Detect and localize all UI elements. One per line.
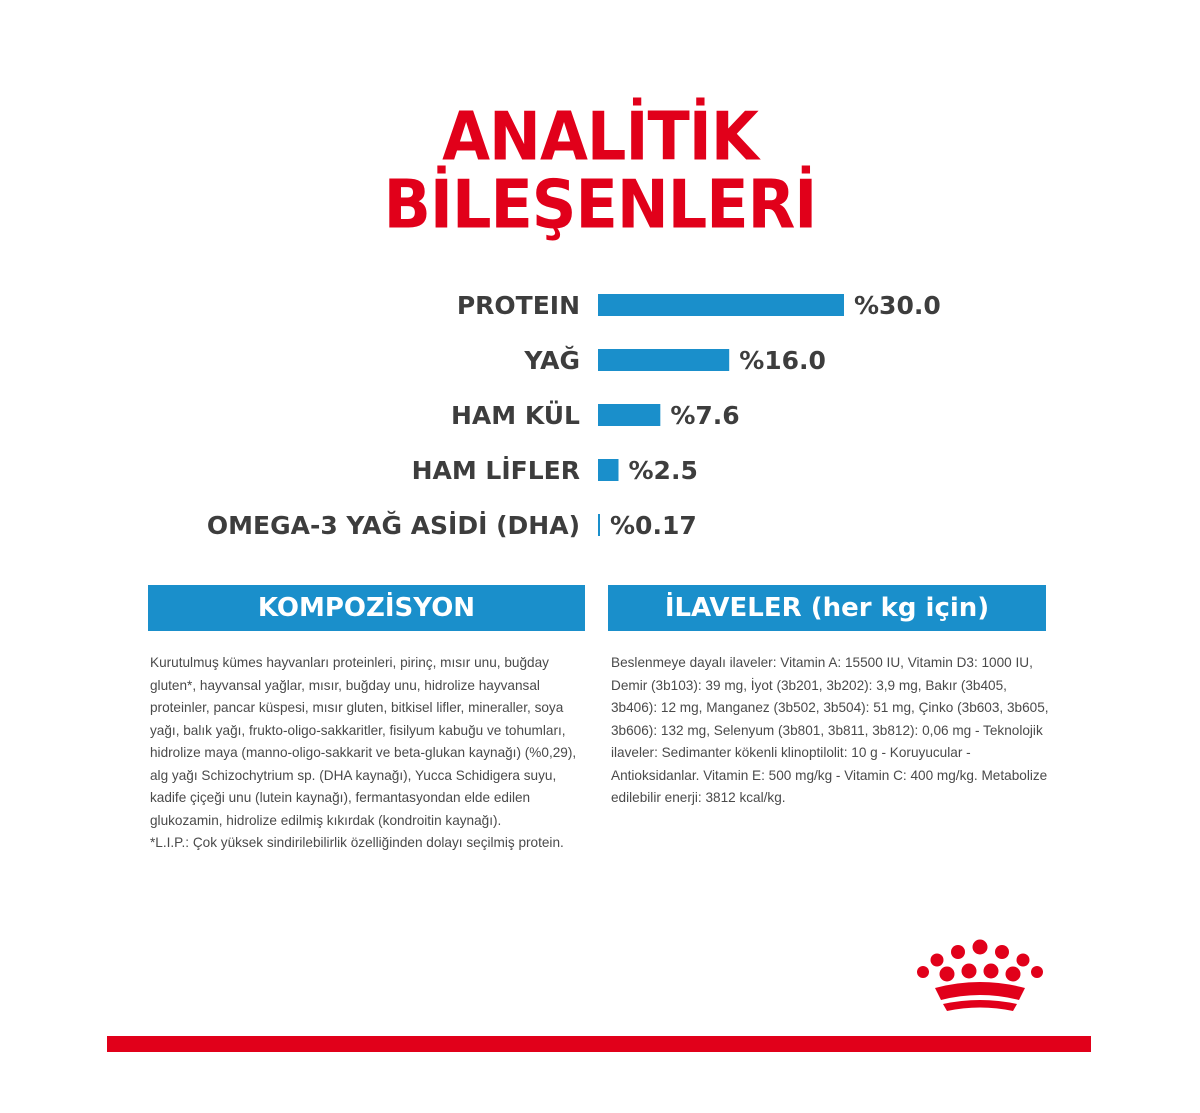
bar: [598, 294, 844, 316]
title-line-1: ANALİTİK: [442, 97, 758, 176]
composition-paragraph-1: Kurutulmuş kümes hayvanları proteinleri, pirinç, mısır unu, buğday gluten*, hayvansal yağlar, mısır, buğday unu, hidrolize hayvansal proteinler, pancar küspesi, mısır gluten, bitkisel lifler, mineraller, soya yağı, balık yağı, frukto-oligo-sakkaritler, fisilyum kabuğu ve tohumları, hidrolize maya (manno-oligo-sakkarit ve beta-glukan kaynağı) (%0,29), alg yağı Schizochytrium sp. (DHA kaynağı), Yucca Schidigera suyu, kadife çiçeği unu (lutein kaynağı), fermantasyondan elde edilen glukozamin, hidrolize edilmiş kıkırdak (kondroitin kaynağı).: [150, 655, 577, 828]
category-label: HAM LİFLER: [411, 456, 580, 485]
analysis-bar-chart: [0, 270, 1200, 570]
value-label: %2.5: [628, 456, 698, 485]
bar: [598, 514, 600, 536]
additives-text: [611, 652, 1051, 810]
royal-canin-crown-icon: [913, 938, 1047, 1014]
additives-paragraph-1: Beslenmeye dayalı ilaveler: Vitamin A: 15500 IU, Vitamin D3: 1000 IU, Demir (3b103): 39 mg, İyot (3b201, 3b202): 3,9 mg, Bakır (3b405, 3b406): 12 mg, Manganez (3b502, 3b504): 51 mg, Çinko (3b603, 3b605, 3b606): 132 mg, Selenyum (3b801, 3b811, 3b812): 0,06 mg - Teknolojik ilaveler: Sedimanter kökenli klinoptilolit: 10 g - Koruyucular - Antioksidanlar. Vitamin E: 500 mg/kg - Vitamin C: 400 mg/kg. Metabolize edilebilir enerji: 3812 kcal/kg.: [611, 655, 1049, 805]
composition-paragraph-2: *L.I.P.: Çok yüksek sindirilebilirlik özelliğinden dolayı seçilmiş protein.: [150, 835, 564, 850]
category-label: PROTEIN: [456, 291, 580, 320]
category-label: HAM KÜL: [450, 401, 580, 430]
bottom-red-bar: [107, 1036, 1091, 1052]
value-label: %16.0: [739, 346, 826, 375]
bar: [598, 404, 660, 426]
additives-header: İLAVELER (her kg için): [608, 585, 1046, 631]
value-label: %0.17: [610, 511, 697, 540]
bar: [598, 459, 619, 481]
title-line-2: BİLEŞENLERİ: [383, 165, 817, 244]
category-label: OMEGA-3 YAĞ ASİDİ (DHA): [206, 511, 580, 540]
value-label: %30.0: [854, 291, 941, 320]
category-label: YAĞ: [524, 346, 580, 375]
composition-header: KOMPOZİSYON: [148, 585, 585, 631]
composition-text: [150, 652, 585, 855]
bar: [598, 349, 729, 371]
value-label: %7.6: [670, 401, 740, 430]
